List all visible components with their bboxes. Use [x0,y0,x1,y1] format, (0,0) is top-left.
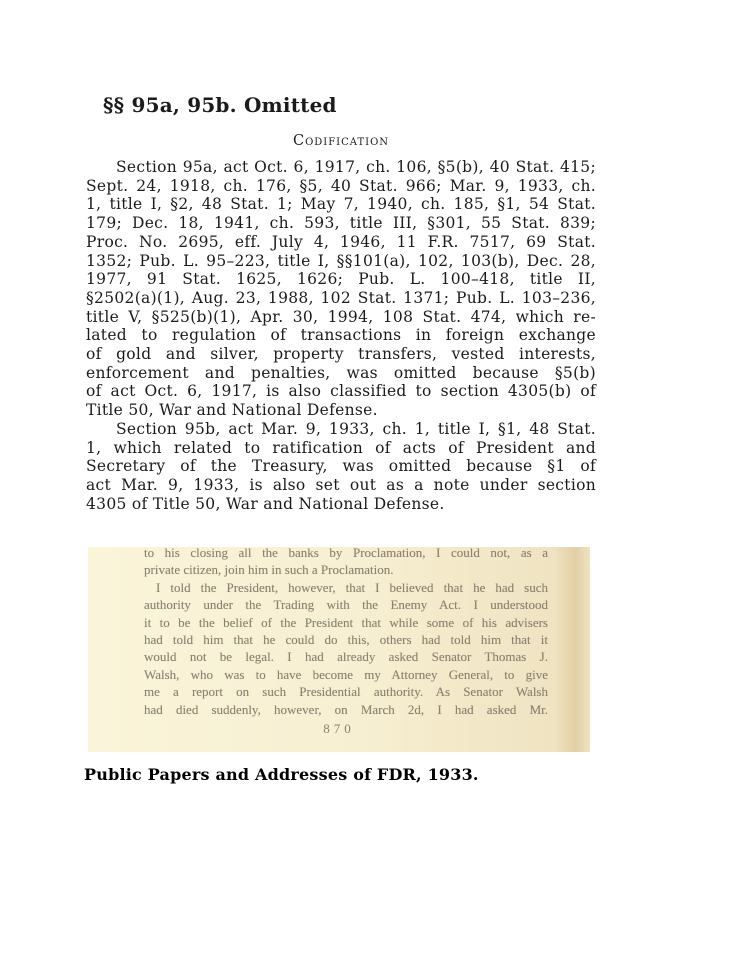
scan-text-line: me a report on such Presidential authority. As Senator Walsh [144,684,548,700]
statute-text-line: Section 95b, act Mar. 9, 1933, ch. 1, title I, §1, 48 Stat. [116,419,596,438]
statute-text-line: 4305 of Title 50, War and National Defense. [86,494,445,513]
scan-text-line: had died suddenly, however, on March 2d, I had asked Mr. [144,701,548,717]
codification-heading: Codification [292,133,390,149]
statute-text-line: title V, §525(b)(1), Apr. 30, 1994, 108 Stat. 474, which re- [86,307,596,326]
codification-text [86,158,596,513]
statute-text-line: of gold and silver, property transfers, vested interests, [86,345,596,364]
statute-text-line: Section 95a, act Oct. 6, 1917, ch. 106, §5(b), 40 Stat. 415; [116,158,596,176]
scan-text [144,547,548,718]
section-heading: §§ 95a, 95b. Omitted [103,93,337,117]
statute-text-line: 1977, 91 Stat. 1625, 1626; Pub. L. 100–418, title II, [86,270,596,289]
scan-text-line: authority under the Trading with the Enemy Act. I understood [144,597,548,613]
scan-text-line: had told him that he could do this, others had told him that it [144,632,548,648]
statute-text-line: 179; Dec. 18, 1941, ch. 593, title III, §301, 55 Stat. 839; [86,214,596,233]
book-scan-image [88,547,590,752]
statute-text-line: 1, title I, §2, 48 Stat. 1; May 7, 1940, ch. 185, §1, 54 Stat. [86,195,596,214]
scan-text-line: I told the President, however, that I believed that he had such [156,579,548,595]
scan-text-line: to his closing all the banks by Proclamation, I could not, as a [144,547,548,560]
statute-text-line: of act Oct. 6, 1917, is also classified to section 4305(b) of [86,382,596,401]
codification-paragraph-95a [86,158,596,420]
scan-text-line: it to be the belief of the President that while some of his advisers [144,614,548,630]
statute-text-line: §2502(a)(1), Aug. 23, 1988, 102 Stat. 1371; Pub. L. 103–236, [86,288,596,307]
scan-text-line: private citizen, join him in such a Proclamation. [144,562,394,578]
statute-text-line: Sept. 24, 1918, ch. 176, §5, 40 Stat. 966; Mar. 9, 1933, ch. [86,176,596,195]
statute-text-line: 1352; Pub. L. 95–223, title I, §§101(a), 102, 103(b), Dec. 28, [86,251,596,270]
scan-text-line: would not be legal. I had already asked Senator Thomas J. [144,649,548,665]
statute-text-line: Secretary of the Treasury, was omitted because §1 of [86,457,596,476]
statute-text-line: Title 50, War and National Defense. [86,401,378,420]
statute-text-line: Proc. No. 2695, eff. July 4, 1946, 11 F.R. 7517, 69 Stat. [86,232,596,251]
codification-paragraph-95b [86,420,596,514]
scan-page-number: 870 [323,721,355,736]
statute-text-line: lated to regulation of transactions in foreign exchange [86,326,596,345]
statute-text-line: act Mar. 9, 1933, is also set out as a note under section [86,475,596,494]
statute-text-line: 1, which related to ratification of acts of President and [86,438,596,457]
image-caption: Public Papers and Addresses of FDR, 1933. [84,765,479,784]
scan-text-line: Walsh, who was to have become my Attorney General, to give [144,666,548,682]
statute-text-line: enforcement and penalties, was omitted because §5(b) [86,363,596,382]
